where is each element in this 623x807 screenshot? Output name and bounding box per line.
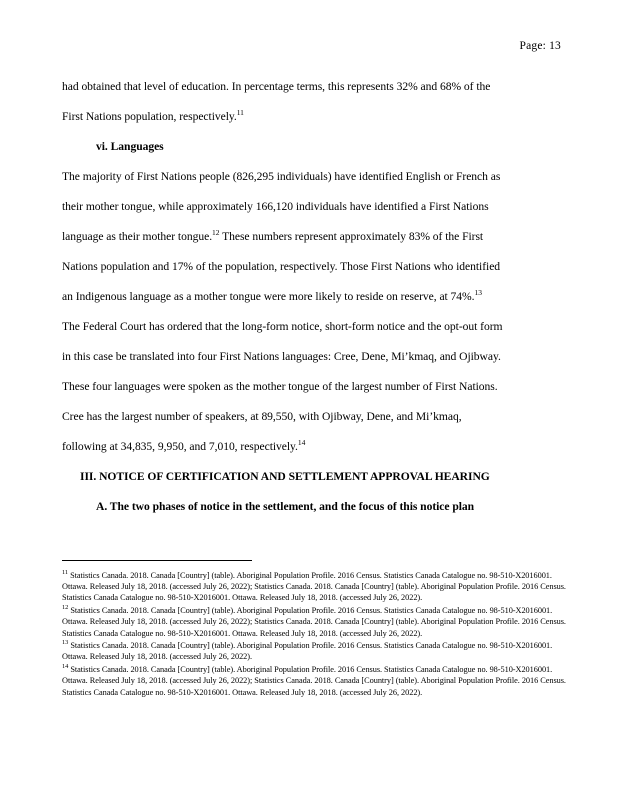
- footnote-item: [62, 605, 575, 639]
- heading-subsection-a: A. The two phases of notice in the settlement, and the focus of this notice plan: [96, 500, 475, 513]
- footnote-text: Statistics Canada. 2018. Canada [Country] (table). Aboriginal Population Profile. 2016 Census. Statistics Canada Catalogue no. 98-510-X2016001. Ottawa. Released July 18, 2018. (accessed July 26, 2022); Statistics Canada. 2018. Canada [Country] (table). Aboriginal Population Profile. 2016 Census. Statistics Canada Catalogue no. 98-510-X2016001. Ottawa. Released July 18, 2018. (accessed July 26, 2022).: [62, 606, 566, 638]
- footnote-item: [62, 664, 575, 698]
- paragraph-line: [62, 372, 561, 402]
- footnote-text: Statistics Canada. 2018. Canada [Country] (table). Aboriginal Population Profile. 2016 Census. Statistics Canada Catalogue no. 98-510-X2016001. Ottawa. Released July 18, 2018. (accessed July 26, 2022); Statistics Canada. 2018. Canada [Country] (table). Aboriginal Population Profile. 2016 Census. Statistics Canada Catalogue no. 98-510-X2016001. Ottawa. Released July 18, 2018. (accessed July 26, 2022).: [62, 665, 566, 697]
- footnote-marker: 14: [62, 663, 69, 671]
- document-body: [62, 72, 561, 522]
- paragraph-line: [62, 342, 561, 372]
- footnote-item: [62, 570, 575, 604]
- line-text: The majority of First Nations people (826,295 individuals) have identified English or French as: [62, 170, 501, 183]
- footnote-text: Statistics Canada. 2018. Canada [Country] (table). Aboriginal Population Profile. 2016 Census. Statistics Canada Catalogue no. 98-510-X2016001. Ottawa. Released July 18, 2018. (accessed July 26, 2022); Statistics Canada. 2018. Canada [Country] (table). Aboriginal Population Profile. 2016 Census. Statistics Canada Catalogue no. 98-510-X2016001. Ottawa. Released July 18, 2018. (accessed July 26, 2022).: [62, 571, 566, 603]
- line-text: language as their mother tongue.: [62, 230, 213, 243]
- heading-languages: vi. Languages: [96, 140, 164, 153]
- line-text: an Indigenous language as a mother tongue were more likely to reside on reserve, at 74%.: [62, 290, 475, 303]
- paragraph-line: [62, 192, 561, 222]
- footnote-marker: 12: [62, 604, 69, 612]
- line-text: The Federal Court has ordered that the long-form notice, short-form notice and the opt-out form: [62, 320, 503, 333]
- line-text: These four languages were spoken as the mother tongue of the largest number of First Nations.: [62, 380, 498, 393]
- footnote-item: [62, 640, 575, 662]
- footnote-text: Statistics Canada. 2018. Canada [Country] (table). Aboriginal Population Profile. 2016 Census. Statistics Canada Catalogue no. 98-510-X2016001. Ottawa. Released July 18, 2018. (accessed July 26, 2022).: [62, 641, 553, 662]
- paragraph-line: [62, 72, 561, 102]
- footnote-marker: 11: [62, 569, 69, 577]
- paragraph-line: [62, 282, 561, 312]
- paragraph-line: [62, 402, 561, 432]
- line-text: their mother tongue, while approximately 166,120 individuals have identified a First Nations: [62, 200, 489, 213]
- footnote-ref[interactable]: 13: [474, 288, 482, 298]
- line-text: following at 34,835, 9,950, and 7,010, respectively.: [62, 440, 298, 453]
- line-text: Nations population and 17% of the population, respectively. Those First Nations who identified: [62, 260, 501, 273]
- line-text: in this case be translated into four First Nations languages: Cree, Dene, Mi’kmaq, and Ojibway.: [62, 350, 501, 363]
- paragraph-line: [62, 432, 561, 462]
- line-text: Cree has the largest number of speakers, at 89,550, with Ojibway, Dene, and Mi’kmaq,: [62, 410, 462, 423]
- paragraph-line: [62, 162, 561, 192]
- paragraph-line: [62, 222, 561, 252]
- paragraph-line: [62, 102, 561, 132]
- heading-section-iii: III. NOTICE OF CERTIFICATION AND SETTLEMENT APPROVAL HEARING: [80, 470, 490, 483]
- footnotes-area: [62, 570, 575, 699]
- paragraph-line: [62, 252, 561, 282]
- paragraph-line: [62, 312, 561, 342]
- line-text: had obtained that level of education. In percentage terms, this represents 32% and 68% of the: [62, 80, 491, 93]
- line-text-after: These numbers represent approximately 83% of the First: [219, 230, 484, 243]
- line-text: First Nations population, respectively.: [62, 110, 237, 123]
- footnote-marker: 13: [62, 639, 69, 647]
- footnote-ref[interactable]: 12: [212, 228, 220, 238]
- footnote-ref[interactable]: 14: [297, 438, 306, 448]
- page-number: Page: 13: [519, 40, 561, 52]
- footnote-separator: [62, 560, 252, 561]
- footnote-ref[interactable]: 11: [236, 108, 244, 118]
